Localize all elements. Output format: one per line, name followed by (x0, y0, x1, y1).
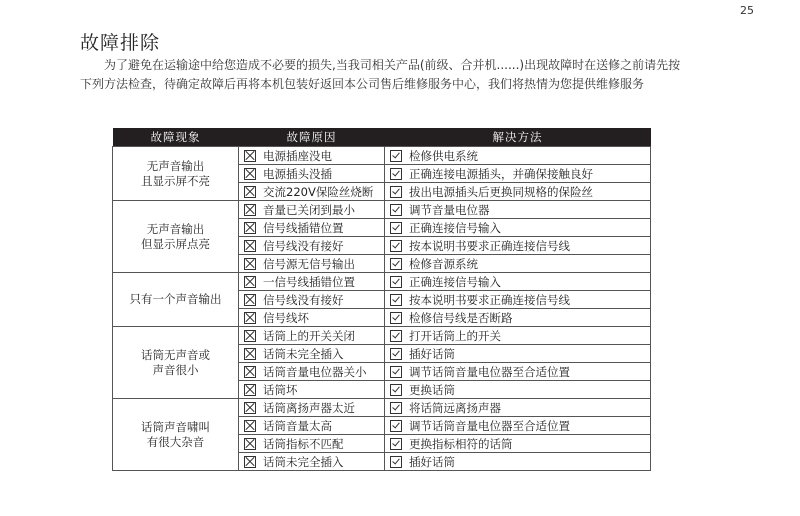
check-box-icon (390, 240, 402, 252)
cause-text: 一信号线插错位置 (263, 274, 355, 289)
solution-text: 正确连接信号输入 (409, 274, 501, 289)
cause-text: 电源插座没电 (263, 148, 332, 163)
check-box-icon (390, 330, 402, 342)
cause-cell (239, 273, 385, 291)
cross-box-icon (244, 366, 256, 378)
symptom-line: 话筒无声音或 (141, 347, 210, 362)
symptom-cell (113, 327, 239, 399)
symptom-line: 但显示屏点亮 (141, 236, 210, 251)
solution-cell (385, 309, 651, 327)
solution-text: 检修供电系统 (409, 148, 478, 163)
cause-cell (239, 435, 385, 453)
solution-cell (385, 381, 651, 399)
check-box-icon (390, 348, 402, 360)
cause-cell (239, 165, 385, 183)
solution-cell (385, 201, 651, 219)
solution-cell (385, 363, 651, 381)
cause-text: 信号线坏 (263, 310, 309, 325)
check-box-icon (390, 402, 402, 414)
check-box-icon (390, 276, 402, 288)
cause-cell (239, 381, 385, 399)
cause-cell (239, 417, 385, 435)
cause-text: 电源插头没插 (263, 166, 332, 181)
check-box-icon (390, 366, 402, 378)
symptom-cell (113, 273, 239, 327)
solution-text: 更换指标相符的话筒 (409, 436, 513, 451)
cross-box-icon (244, 222, 256, 234)
cause-text: 话筒坏 (263, 382, 298, 397)
cause-text: 信号线插错位置 (263, 220, 344, 235)
cross-box-icon (244, 240, 256, 252)
cross-box-icon (244, 294, 256, 306)
page-number: 25 (740, 4, 754, 17)
solution-cell (385, 327, 651, 345)
solution-text: 检修音源系统 (409, 256, 478, 271)
symptom-line: 只有一个声音输出 (129, 292, 222, 306)
solution-cell (385, 345, 651, 363)
solution-cell (385, 453, 651, 471)
cross-box-icon (244, 312, 256, 324)
solution-text: 拔出电源插头后更换同规格的保险丝 (409, 184, 593, 199)
symptom-line: 无声音输出 (146, 158, 205, 173)
symptom-line: 且显示屏不亮 (141, 173, 210, 188)
cause-text: 话筒未完全插入 (263, 346, 344, 361)
header-cause: 故障原因 (239, 128, 385, 147)
cause-cell (239, 399, 385, 417)
solution-text: 调节话筒音量电位器至合适位置 (409, 364, 570, 379)
cause-text: 话筒音量太高 (263, 418, 332, 433)
cross-box-icon (244, 168, 256, 180)
symptom-cell (113, 147, 239, 201)
cause-text: 话筒离扬声器太近 (263, 400, 355, 415)
header-symptom: 故障现象 (113, 128, 239, 147)
solution-text: 正确连接信号输入 (409, 220, 501, 235)
solution-cell (385, 399, 651, 417)
page-title: 故障排除 (80, 32, 161, 54)
table-body (113, 147, 651, 471)
check-box-icon (390, 258, 402, 270)
cross-box-icon (244, 402, 256, 414)
troubleshooting-table (112, 128, 651, 471)
solution-cell (385, 237, 651, 255)
cause-cell (239, 363, 385, 381)
cross-box-icon (244, 330, 256, 342)
check-box-icon (390, 294, 402, 306)
cause-cell (239, 237, 385, 255)
solution-text: 打开话筒上的开关 (409, 328, 501, 343)
symptom-line: 声音很小 (152, 362, 199, 377)
solution-text: 按本说明书要求正确连接信号线 (409, 238, 570, 253)
solution-cell (385, 273, 651, 291)
cause-text: 音量已关闭到最小 (263, 202, 355, 217)
table-row (113, 147, 651, 165)
cause-cell (239, 183, 385, 201)
cross-box-icon (244, 420, 256, 432)
check-box-icon (390, 186, 402, 198)
symptom-cell (113, 201, 239, 273)
intro-paragraph (80, 56, 690, 94)
cause-cell (239, 327, 385, 345)
cause-cell (239, 309, 385, 327)
solution-text: 将话筒远离扬声器 (409, 400, 501, 415)
solution-text: 正确连接电源插头，并确保接触良好 (409, 166, 593, 181)
cause-cell (239, 219, 385, 237)
solution-cell (385, 291, 651, 309)
cause-text: 话筒未完全插入 (263, 454, 344, 469)
check-box-icon (390, 222, 402, 234)
cause-cell (239, 453, 385, 471)
cause-cell (239, 255, 385, 273)
cause-cell (239, 147, 385, 165)
check-box-icon (390, 456, 402, 468)
cause-text: 话筒音量电位器关小 (263, 364, 367, 379)
solution-cell (385, 417, 651, 435)
solution-text: 插好话筒 (409, 454, 455, 469)
symptom-line: 有很大杂音 (146, 434, 205, 449)
cross-box-icon (244, 456, 256, 468)
intro-text: 为了避免在运输途中给您造成不必要的损失,当我司相关产品(前级、合并机......)出现故障时在送修之前请先按下列方法检查，待确定故障后再将本机包装好返回本公司售后维修服务中心，我们将热情为您提供维修服务 (80, 58, 681, 91)
cross-box-icon (244, 348, 256, 360)
check-box-icon (390, 204, 402, 216)
check-box-icon (390, 384, 402, 396)
symptom-line: 话筒声音啸叫 (141, 419, 210, 434)
cross-box-icon (244, 438, 256, 450)
solution-cell (385, 183, 651, 201)
solution-text: 调节话筒音量电位器至合适位置 (409, 418, 570, 433)
solution-cell (385, 147, 651, 165)
cause-text: 交流220V保险丝烧断 (263, 184, 374, 199)
check-box-icon (390, 420, 402, 432)
cross-box-icon (244, 276, 256, 288)
solution-text: 更换话筒 (409, 382, 455, 397)
table-row (113, 327, 651, 345)
check-box-icon (390, 312, 402, 324)
cause-text: 信号源无信号输出 (263, 256, 355, 271)
symptom-line: 无声音输出 (146, 221, 205, 236)
cause-text: 话筒上的开关关闭 (263, 328, 355, 343)
cross-box-icon (244, 204, 256, 216)
cross-box-icon (244, 150, 256, 162)
solution-cell (385, 165, 651, 183)
table-row (113, 273, 651, 291)
cross-box-icon (244, 258, 256, 270)
solution-text: 插好话筒 (409, 346, 455, 361)
table-row (113, 399, 651, 417)
solution-cell (385, 255, 651, 273)
cause-text: 话筒指标不匹配 (263, 436, 344, 451)
solution-cell (385, 219, 651, 237)
solution-cell (385, 435, 651, 453)
check-box-icon (390, 168, 402, 180)
check-box-icon (390, 150, 402, 162)
cause-text: 信号线没有接好 (263, 292, 344, 307)
cause-text: 信号线没有接好 (263, 238, 344, 253)
cause-cell (239, 201, 385, 219)
cause-cell (239, 345, 385, 363)
table-row (113, 201, 651, 219)
solution-text: 调节音量电位器 (409, 202, 490, 217)
solution-text: 按本说明书要求正确连接信号线 (409, 292, 570, 307)
cause-cell (239, 291, 385, 309)
check-box-icon (390, 438, 402, 450)
symptom-cell (113, 399, 239, 471)
solution-text: 检修信号线是否断路 (409, 310, 513, 325)
cross-box-icon (244, 186, 256, 198)
cross-box-icon (244, 384, 256, 396)
header-solution: 解决方法 (385, 128, 651, 147)
table-header-row (113, 128, 651, 147)
